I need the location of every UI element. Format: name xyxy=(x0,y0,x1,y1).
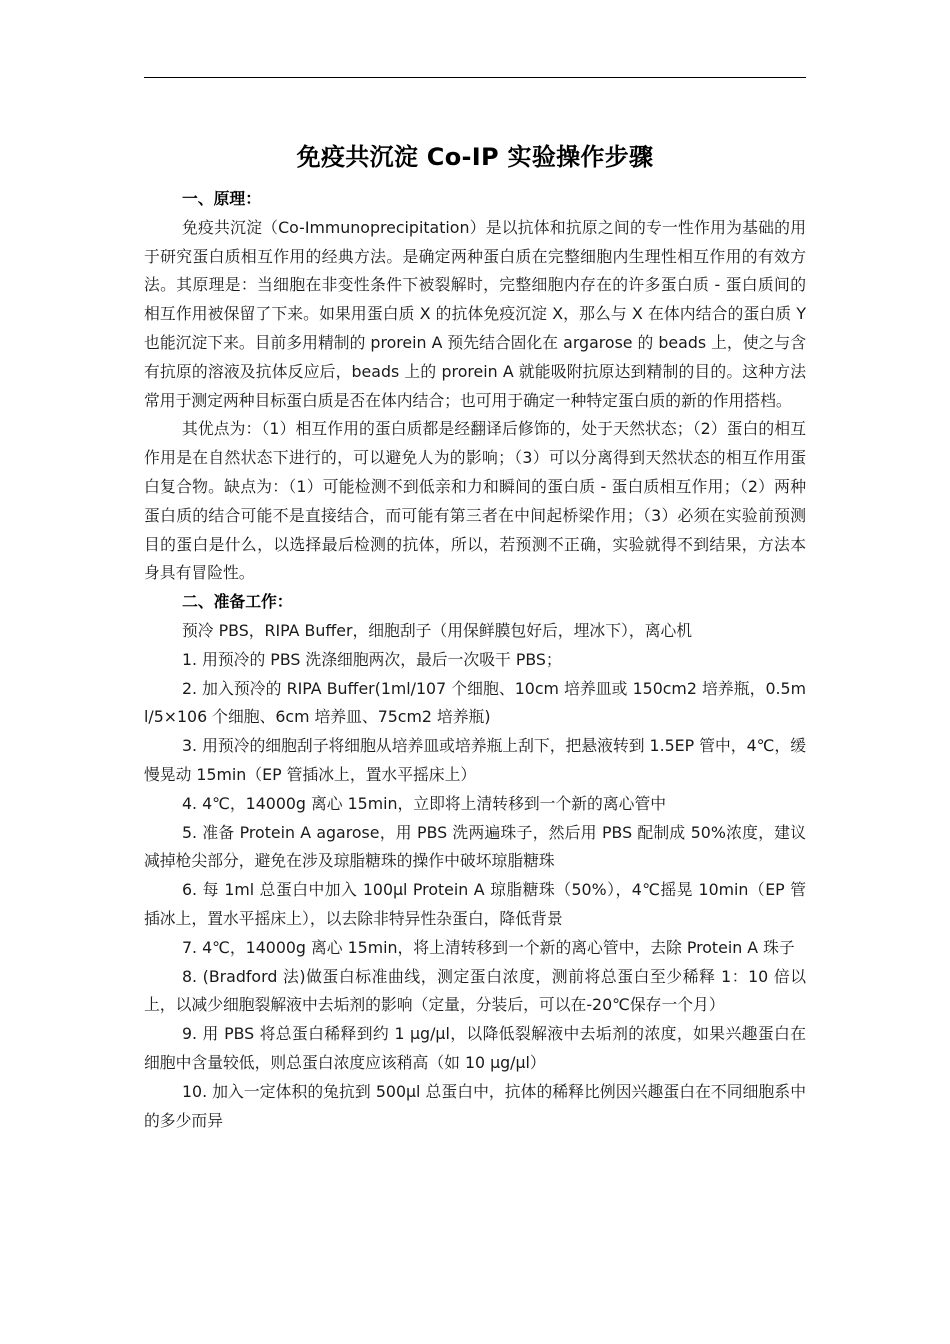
step-item: 9. 用 PBS 将总蛋白稀释到约 1 μg/μl，以降低裂解液中去垢剂的浓度，如果兴趣蛋白在细胞中含量较低，则总蛋白浓度应该稍高（如 10 μg/μl） xyxy=(144,1024,806,1072)
preparation-intro: 预冷 PBS，RIPA Buffer，细胞刮子（用保鲜膜包好后，埋冰下），离心机 xyxy=(182,620,693,640)
step-item: 8. (Bradford 法)做蛋白标准曲线，测定蛋白浓度，测前将总蛋白至少稀释 1：10 倍以上，以减少细胞裂解液中去垢剂的影响（定量，分装后，可以在-20℃保存一个月） xyxy=(144,966,806,1015)
step-item: 5. 准备 Protein A agarose，用 PBS 洗两遍珠子，然后用 PBS 配制成 50%浓度，建议减掉枪尖部分，避免在涉及琼脂糖珠的操作中破坏琼脂糖珠 xyxy=(144,822,806,871)
step-item: 3. 用预冷的细胞刮子将细胞从培养皿或培养瓶上刮下，把悬液转到 1.5EP 管中，4℃，缓慢晃动 15min（EP 管插冰上，置水平摇床上） xyxy=(144,736,806,784)
document-body xyxy=(144,185,806,1135)
header-rule xyxy=(144,77,806,78)
pros-cons-paragraph: 其优点为：（1）相互作用的蛋白质都是经翻译后修饰的，处于天然状态；（2）蛋白的相互作用是在自然状态下进行的，可以避免人为的影响；（3）可以分离得到天然状态的相互作用蛋白复合物。缺点为：（1）可能检测不到低亲和力和瞬间的蛋白质 - 蛋白质相互作用；（2）两种蛋白质的结合可能不是直接结合，而可能有第三者在中间起桥梁作用；（3）必须在实验前预测目的蛋白是什么，以选择最后检测的抗体，所以，若预测不正确，实验就得不到结果，方法本身具有冒险性。 xyxy=(144,419,806,583)
step-item: 10. 加入一定体积的兔抗到 500μl 总蛋白中，抗体的稀释比例因兴趣蛋白在不同细胞系中的多少而异 xyxy=(144,1081,806,1130)
principle-paragraph: 免疫共沉淀（Co-Immunoprecipitation）是以抗体和抗原之间的专一性作用为基础的用于研究蛋白质相互作用的经典方法。是确定两种蛋白质在完整细胞内生理性相互作用的有效方法。其原理是：当细胞在非变性条件下被裂解时，完整细胞内存在的许多蛋白质 - 蛋白质间的相互作用被保留了下来。如果用蛋白质 X 的抗体免疫沉淀 X，那么与 X 在体内结合的蛋白质 Y 也能沉淀下来。目前多用精制的 prorein A 预先结合固化在 argarose 的 beads 上，使之与含有抗原的溶液及抗体反应后，beads 上的 prorein A 就能吸附抗原达到精制的目的。这种方法常用于测定两种目标蛋白质是否在体内结合；也可用于确定一种特定蛋白质的新的作用搭档。 xyxy=(144,217,806,410)
page-title: 免疫共沉淀 Co-IP 实验操作步骤 xyxy=(296,143,654,171)
step-item: 4. 4℃，14000g 离心 15min，立即将上清转移到一个新的离心管中 xyxy=(182,793,667,813)
section-heading-preparation: 二、准备工作： xyxy=(182,592,293,612)
step-item: 7. 4℃，14000g 离心 15min，将上清转移到一个新的离心管中，去除 Protein A 珠子 xyxy=(182,937,795,957)
section-heading-principle: 一、原理： xyxy=(182,189,261,208)
step-item: 2. 加入预冷的 RIPA Buffer(1ml/107 个细胞、10cm 培养皿或 150cm2 培养瓶，0.5ml/5×106 个细胞、6cm 培养皿、75cm2 培养瓶) xyxy=(144,678,806,727)
step-item: 1. 用预冷的 PBS 洗涤细胞两次，最后一次吸干 PBS； xyxy=(182,649,562,669)
step-item: 6. 每 1ml 总蛋白中加入 100μl Protein A 琼脂糖珠（50%），4℃摇晃 10min（EP 管插冰上，置水平摇床上），以去除非特异性杂蛋白，降低背景 xyxy=(144,880,806,928)
